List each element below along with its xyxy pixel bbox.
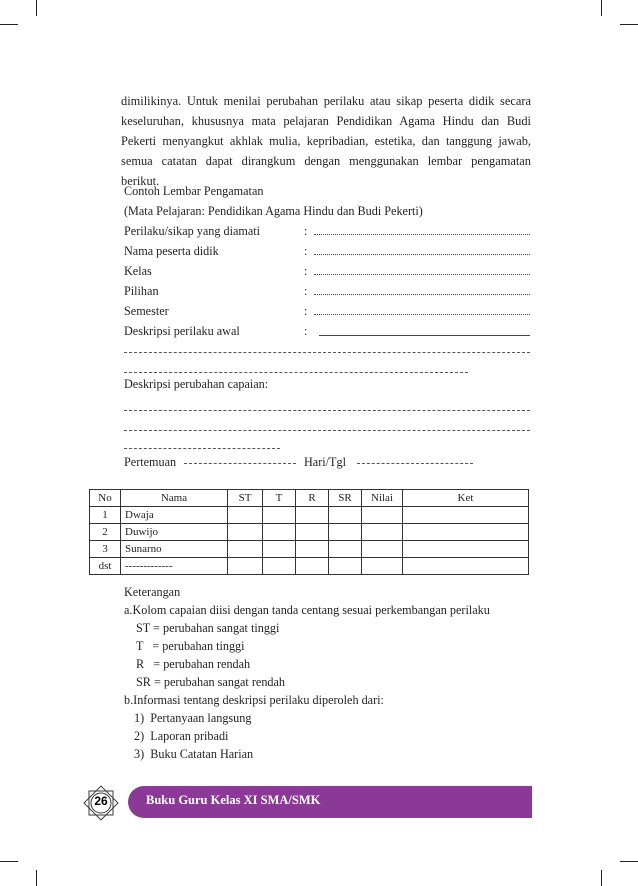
book-title: Buku Guru Kelas XI SMA/SMK xyxy=(146,793,321,807)
table-row xyxy=(90,541,529,558)
column-header: Ket xyxy=(403,490,529,507)
cell-empty xyxy=(263,524,296,541)
table-header-row xyxy=(90,490,529,507)
writing-line xyxy=(124,430,530,431)
haritgl-dash-line xyxy=(357,463,473,464)
dotted-fill-line xyxy=(314,234,530,235)
keterangan-section xyxy=(124,583,490,763)
field-label: Perilaku/sikap yang diamati xyxy=(124,224,261,238)
writing-line xyxy=(124,410,530,411)
cell-empty xyxy=(263,558,296,575)
column-header: No xyxy=(90,490,121,507)
form-subtitle-text: (Mata Pelajaran: Pendidikan Agama Hindu dan Budi Pekerti) xyxy=(124,204,423,218)
form-title-text: Contoh Lembar Pengamatan xyxy=(124,184,264,198)
cell-empty xyxy=(403,524,529,541)
crop-mark xyxy=(36,0,37,16)
crop-mark xyxy=(0,861,18,862)
column-header: Nilai xyxy=(362,490,403,507)
cell-nama: ------------- xyxy=(121,558,228,575)
code-item: T = perubahan tinggi xyxy=(136,639,245,653)
underline-fill-line xyxy=(319,335,530,336)
crop-mark xyxy=(601,870,602,886)
crop-mark xyxy=(620,24,638,25)
source-item: 2) Laporan pribadi xyxy=(134,729,229,743)
writing-line xyxy=(124,448,280,449)
table-row xyxy=(90,507,529,524)
observation-table xyxy=(89,489,529,575)
perubahan-label xyxy=(124,374,268,394)
haritgl-label: Hari/Tgl xyxy=(304,455,346,469)
table-row xyxy=(90,524,529,541)
column-header: SR xyxy=(329,490,362,507)
field-colon: : xyxy=(304,264,308,278)
cell-empty xyxy=(296,524,329,541)
field-label: Pilihan xyxy=(124,284,159,298)
paragraph-line: Pekerti menyangkut akhlak mulia, kepribadian, estetika, dan tanggung jawab, xyxy=(121,134,531,148)
form-title xyxy=(124,181,263,201)
cell-empty xyxy=(362,524,403,541)
cell-empty xyxy=(228,507,263,524)
source-item: 3) Buku Catatan Harian xyxy=(134,747,254,761)
dotted-fill-line xyxy=(314,294,530,295)
code-item: R = perubahan rendah xyxy=(136,657,251,671)
page-number: 26 xyxy=(94,794,108,808)
dotted-fill-line xyxy=(314,274,530,275)
perubahan-label-text: Deskripsi perubahan capaian: xyxy=(124,377,269,391)
cell-empty xyxy=(296,507,329,524)
cell-nama: Dwaja xyxy=(121,507,228,524)
field-colon: : xyxy=(304,304,308,318)
crop-mark xyxy=(620,861,638,862)
cell-nama: Duwijo xyxy=(121,524,228,541)
pertemuan-dash-line xyxy=(184,463,296,464)
cell-empty xyxy=(403,558,529,575)
field-label: Kelas xyxy=(124,264,152,278)
crop-mark xyxy=(36,870,37,886)
cell-empty xyxy=(403,507,529,524)
cell-nama: Sunarno xyxy=(121,541,228,558)
cell-empty xyxy=(228,541,263,558)
source-item: 1) Pertanyaan langsung xyxy=(134,711,252,725)
code-item: SR = perubahan sangat rendah xyxy=(136,675,286,689)
field-label: Deskripsi perilaku awal xyxy=(124,324,240,338)
crop-mark xyxy=(0,24,18,25)
pertemuan-row xyxy=(124,452,532,472)
paragraph-line: keseluruhan, khususnya mata pelajaran Pendidikan Agama Hindu dan Budi xyxy=(121,114,531,128)
code-item: ST = perubahan sangat tinggi xyxy=(136,621,280,635)
cell-no: 1 xyxy=(90,507,121,524)
cell-no: 2 xyxy=(90,524,121,541)
writing-line xyxy=(124,352,530,353)
paragraph-line: berikut. xyxy=(121,174,160,188)
cell-no: dst xyxy=(90,558,121,575)
cell-empty xyxy=(263,507,296,524)
cell-empty xyxy=(403,541,529,558)
pertemuan-label: Pertemuan xyxy=(124,455,177,469)
column-header: T xyxy=(263,490,296,507)
cell-empty xyxy=(329,507,362,524)
cell-empty xyxy=(362,541,403,558)
cell-empty xyxy=(362,507,403,524)
keterangan-title: Keterangan xyxy=(124,585,181,599)
dotted-fill-line xyxy=(314,314,530,315)
paragraph-line: dimilikinya. Untuk menilai perubahan perilaku atau sikap peserta didik secara xyxy=(121,94,531,108)
dotted-fill-line xyxy=(314,254,530,255)
cell-empty xyxy=(329,524,362,541)
keterangan-a: a.Kolom capaian diisi dengan tanda centang sesuai perkembangan perilaku xyxy=(124,603,490,617)
paragraph-line: semua catatan dapat dirangkum dengan menggunakan lembar pengamatan xyxy=(121,154,531,168)
field-label: Semester xyxy=(124,304,169,318)
keterangan-b: b.Informasi tentang deskripsi perilaku diperoleh dari: xyxy=(124,693,384,707)
form-subtitle xyxy=(124,201,423,221)
cell-empty xyxy=(296,541,329,558)
cell-empty xyxy=(329,541,362,558)
cell-empty xyxy=(296,558,329,575)
cell-empty xyxy=(362,558,403,575)
column-header: R xyxy=(296,490,329,507)
crop-mark xyxy=(601,0,602,16)
column-header: ST xyxy=(228,490,263,507)
field-colon: : xyxy=(304,224,308,238)
cell-empty xyxy=(263,541,296,558)
field-colon: : xyxy=(304,324,308,338)
cell-empty xyxy=(329,558,362,575)
field-colon: : xyxy=(304,284,308,298)
cell-empty xyxy=(228,524,263,541)
field-colon: : xyxy=(304,244,308,258)
cell-no: 3 xyxy=(90,541,121,558)
table-row xyxy=(90,558,529,575)
writing-line xyxy=(124,372,468,373)
field-label: Nama peserta didik xyxy=(124,244,219,258)
intro-paragraph xyxy=(121,91,531,191)
observation-form xyxy=(124,181,532,471)
column-header: Nama xyxy=(121,490,228,507)
cell-empty xyxy=(228,558,263,575)
